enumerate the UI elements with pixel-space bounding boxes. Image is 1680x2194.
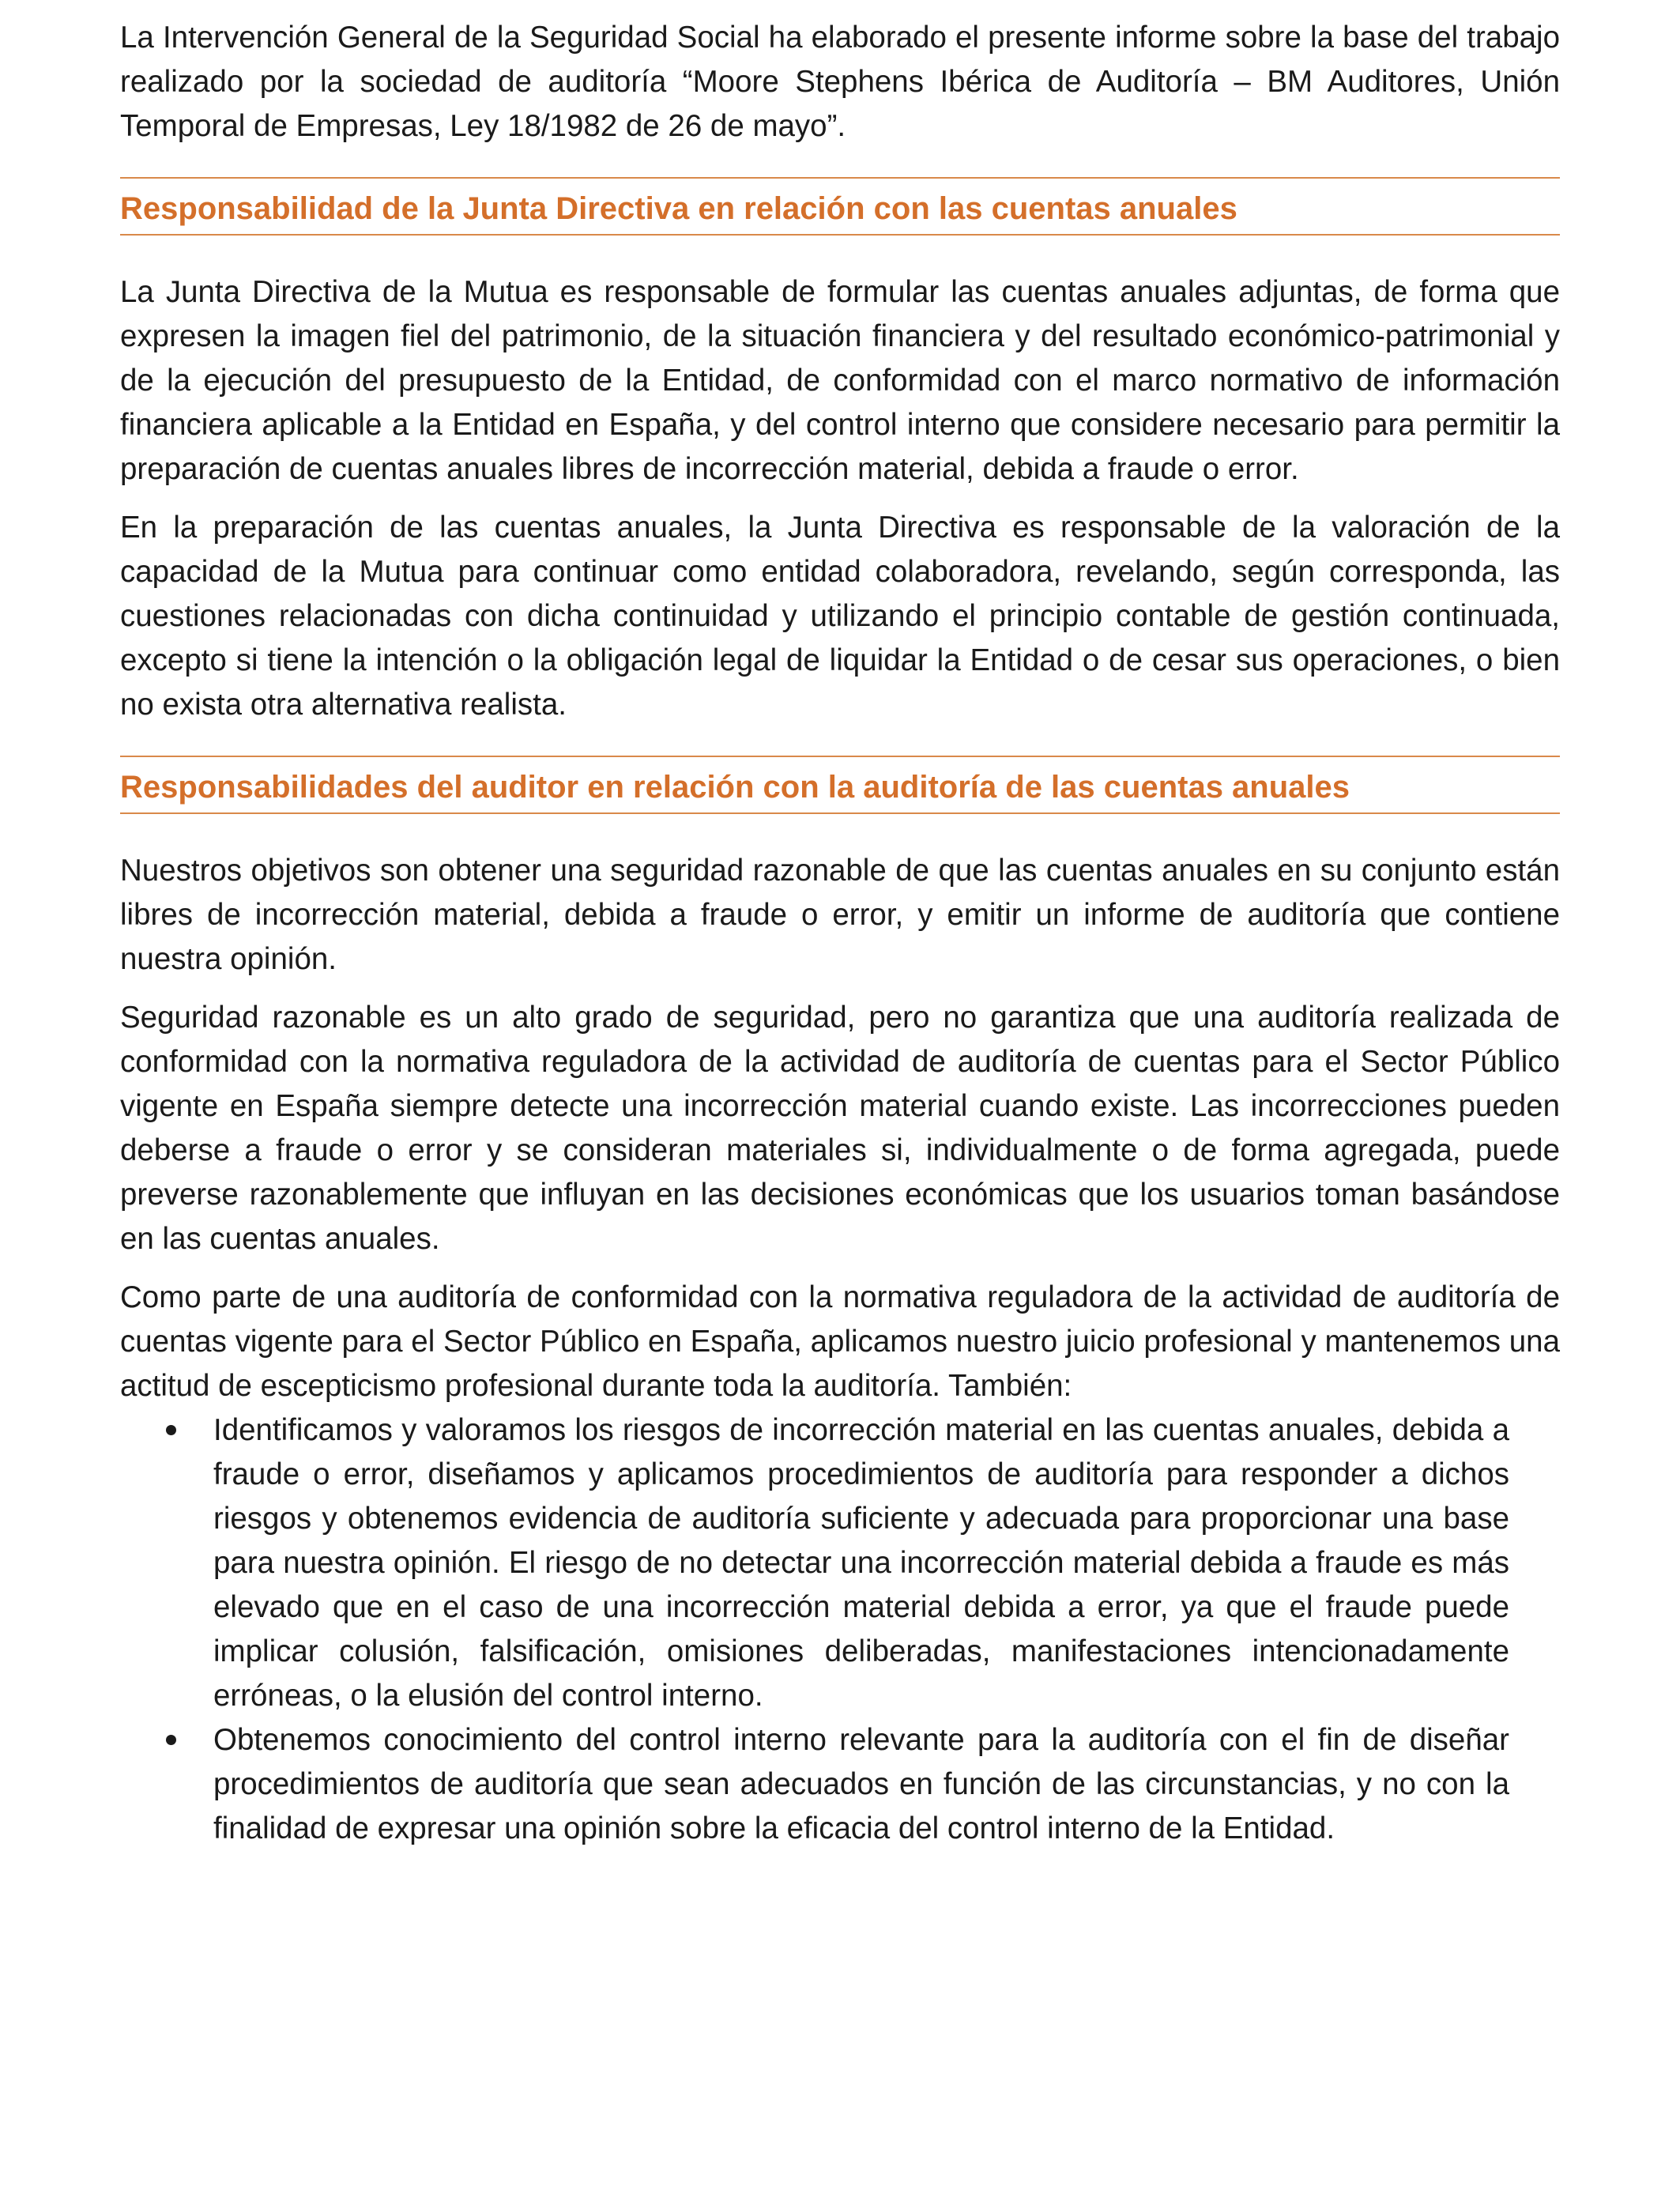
junta-paragraph-2: En la preparación de las cuentas anuales, la Junta Directiva es responsable de la valoración de la capacidad de la Mutua para continuar como entidad colaboradora, revelando, según corresponda, las cuestiones relacionadas con dicha continuidad y utilizando el principio contable de gestión continuada, excepto si tiene la intención o la obligación legal de liquidar la Entidad o de cesar sus operaciones, o bien no exista otra alternativa realista. (120, 511, 1560, 722)
intro-paragraph: La Intervención General de la Seguridad Social ha elaborado el presente informe sobre la base del trabajo realizado por la sociedad de auditoría “Moore Stephens Ibérica de Auditoría – BM Auditores, Unión Temporal de Empresas, Ley 18/1982 de 26 de mayo”. (120, 21, 1560, 143)
section-heading-junta (120, 177, 1560, 236)
auditor-bullet-list (120, 1408, 1509, 1851)
list-item (120, 1408, 1509, 1718)
list-item-text: Obtenemos conocimiento del control interno relevante para la auditoría con el fin de diseñar procedimientos de auditoría que sean adecuados en función de las circunstancias, y no con la finalidad de expresar una opinión sobre la eficacia del control interno de la Entidad. (213, 1723, 1509, 1845)
section-title-auditor: Responsabilidades del auditor en relación con la auditoría de las cuentas anuales (120, 770, 1350, 805)
section-heading-auditor (120, 756, 1560, 814)
auditor-paragraph-3: Como parte de una auditoría de conformidad con la normativa reguladora de la actividad de auditoría de cuentas vigente para el Sector Público en España, aplicamos nuestro juicio profesional y mantenemos una actitud de escepticismo profesional durante toda la auditoría. También: (120, 1280, 1560, 1403)
list-item (120, 1718, 1509, 1851)
bullet-dot-icon (166, 1425, 176, 1435)
list-item-text: Identificamos y valoramos los riesgos de incorrección material en las cuentas anuales, debida a fraude o error, diseñamos y aplicamos procedimientos de auditoría para responder a dichos riesgos y obtenemos evidencia de auditoría suficiente y adecuada para proporcionar una base para nuestra opinión. El riesgo de no detectar una incorrección material debida a fraude es más elevado que en el caso de una incorrección material debida a error, ya que el fraude puede implicar colusión, falsificación, omisiones deliberadas, manifestaciones intencionadamente erróneas, o la elusión del control interno. (213, 1413, 1509, 1713)
section-title-junta: Responsabilidad de la Junta Directiva en relación con las cuentas anuales (120, 191, 1237, 226)
document-page (120, 16, 1560, 1851)
bullet-dot-icon (166, 1735, 176, 1745)
auditor-paragraph-1: Nuestros objetivos son obtener una seguridad razonable de que las cuentas anuales en su conjunto están libres de incorrección material, debida a fraude o error, y emitir un informe de auditoría que contiene nuestra opinión. (120, 854, 1560, 976)
junta-paragraph-1: La Junta Directiva de la Mutua es responsable de formular las cuentas anuales adjuntas, de forma que expresen la imagen fiel del patrimonio, de la situación financiera y del resultado económico-patrimonial y de la ejecución del presupuesto de la Entidad, de conformidad con el marco normativo de información financiera aplicable a la Entidad en España, y del control interno que considere necesario para permitir la preparación de cuentas anuales libres de incorrección material, debida a fraude o error. (120, 275, 1560, 486)
auditor-paragraph-2: Seguridad razonable es un alto grado de seguridad, pero no garantiza que una auditoría realizada de conformidad con la normativa reguladora de la actividad de auditoría de cuentas para el Sector Público vigente en España siempre detecte una incorrección material cuando existe. Las incorrecciones pueden deberse a fraude o error y se consideran materiales si, individualmente o de forma agregada, puede preverse razonablemente que influyan en las decisiones económicas que los usuarios toman basándose en las cuentas anuales. (120, 1001, 1560, 1256)
